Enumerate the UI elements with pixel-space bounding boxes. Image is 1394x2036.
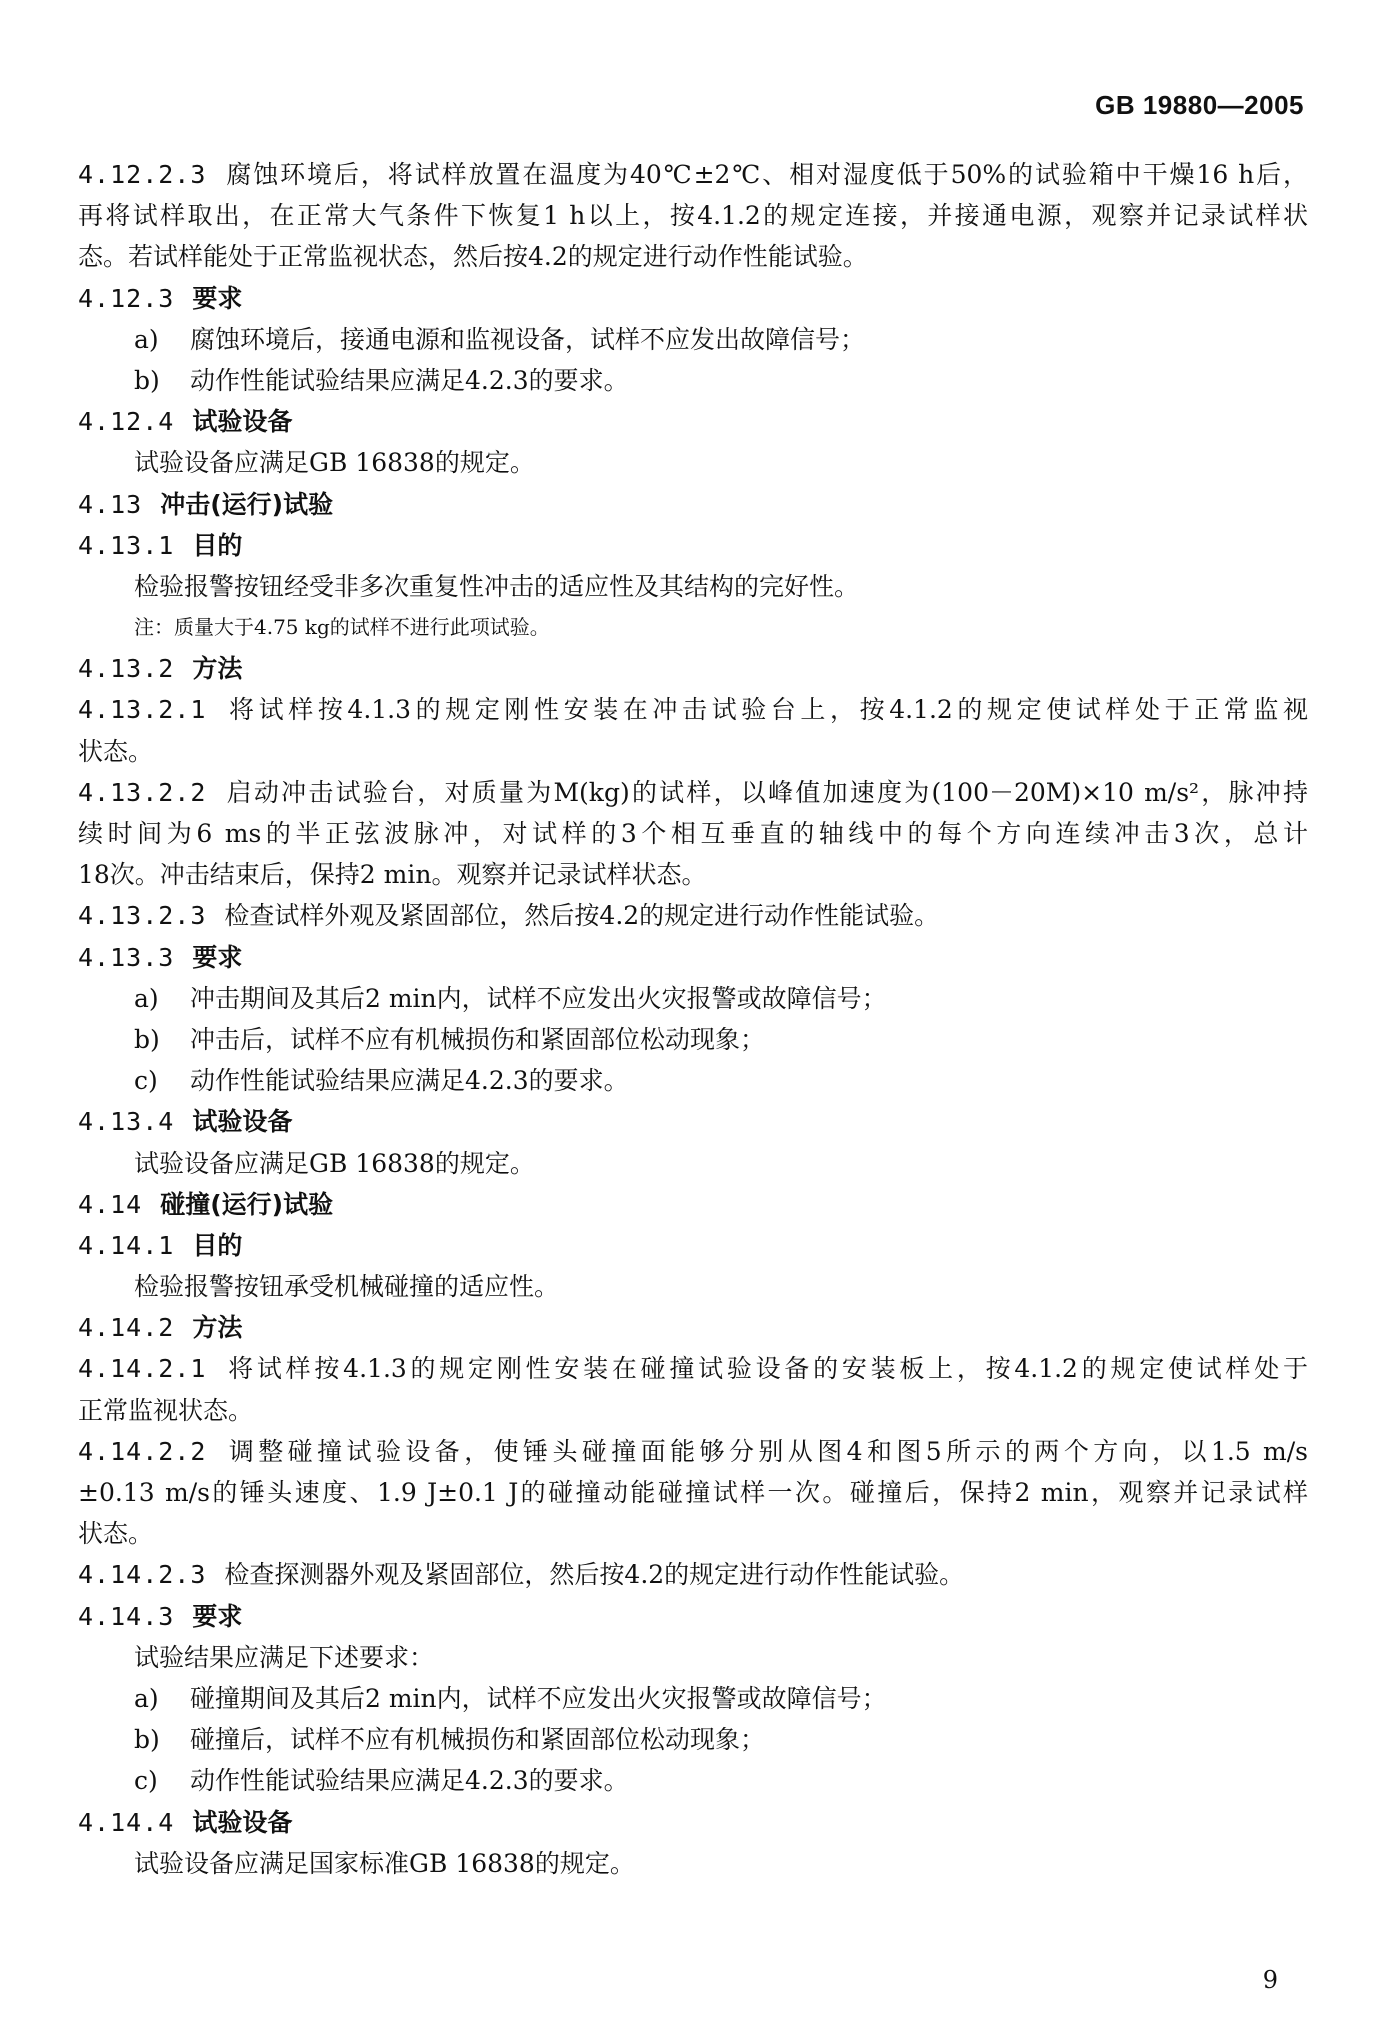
section-heading bbox=[78, 484, 1308, 525]
list-item bbox=[78, 360, 1308, 401]
line-text: 方法 bbox=[192, 1313, 243, 1343]
text-line bbox=[78, 772, 1308, 813]
clause-number: 4.14.4 bbox=[78, 1807, 175, 1837]
section-heading bbox=[78, 1225, 1308, 1266]
clause-number: 4.13.4 bbox=[78, 1107, 175, 1137]
list-item bbox=[78, 1060, 1308, 1101]
line-text: 方法 bbox=[192, 654, 243, 684]
clause-number: 4.12.2.3 bbox=[78, 160, 207, 189]
standard-code: GB 19880—2005 bbox=[1095, 90, 1304, 120]
list-item bbox=[78, 1719, 1308, 1760]
line-text: 再将试样取出，在正常大气条件下恢复1 h以上，按4.1.2的规定连接，并接通电源，观察并记录试样状 bbox=[78, 201, 1308, 231]
line-text: 目的 bbox=[192, 1230, 243, 1260]
list-item bbox=[78, 978, 1308, 1019]
line-text: 启动冲击试验台，对质量为M(kg)的试样，以峰值加速度为(100－20M)×10 m/s²，脉冲持 bbox=[224, 777, 1308, 807]
line-text: 正常监视状态。 bbox=[78, 1395, 254, 1425]
section-heading bbox=[78, 1307, 1308, 1348]
line-text: 碰撞期间及其后2 min内，试样不应发出火灾报警或故障信号； bbox=[190, 1683, 887, 1713]
clause-number: 4.13 bbox=[78, 489, 143, 519]
section-heading bbox=[78, 1184, 1308, 1225]
line-text: 试验设备 bbox=[192, 1107, 293, 1137]
text-line bbox=[78, 1266, 1308, 1307]
list-item bbox=[78, 1678, 1308, 1719]
line-text: 18次。冲击结束后，保持2 min。观察并记录试样状态。 bbox=[78, 860, 707, 890]
line-text: 续时间为6 ms的半正弦波脉冲，对试样的3个相互垂直的轴线中的每个方向连续冲击3次，总计 bbox=[78, 819, 1308, 848]
line-text: 冲击(运行)试验 bbox=[160, 489, 334, 519]
section-heading bbox=[78, 648, 1308, 689]
line-text: 检验报警按钮承受机械碰撞的适应性。 bbox=[134, 1272, 560, 1302]
section-heading bbox=[78, 401, 1308, 442]
clause-number: 4.14.1 bbox=[78, 1230, 175, 1260]
clause-number: 4.13.2.2 bbox=[78, 777, 207, 807]
line-text: 试验设备应满足GB 16838的规定。 bbox=[134, 1148, 535, 1178]
line-text: 动作性能试验结果应满足4.2.3的要求。 bbox=[190, 1066, 629, 1096]
clause-number: 4.13.3 bbox=[78, 942, 175, 972]
line-text: 试验设备 bbox=[192, 407, 293, 437]
text-line bbox=[78, 1390, 1308, 1431]
clause-number: 4.14.2.2 bbox=[78, 1436, 207, 1466]
clause-number: 4.14.2 bbox=[78, 1313, 175, 1343]
list-item-label: c) bbox=[134, 1766, 158, 1796]
text-line bbox=[78, 1472, 1308, 1513]
text-line bbox=[78, 813, 1308, 854]
line-text: 冲击后，试样不应有机械损伤和紧固部位松动现象； bbox=[190, 1024, 766, 1054]
line-text: 状态。 bbox=[78, 1519, 154, 1549]
clause-number: 4.13.2.3 bbox=[78, 901, 207, 931]
line-text: 目的 bbox=[192, 530, 243, 560]
text-line bbox=[78, 236, 1308, 277]
clause-number: 4.12.4 bbox=[78, 407, 175, 437]
clause-number: 4.14.2.3 bbox=[78, 1560, 207, 1590]
text-line bbox=[78, 895, 1308, 936]
clause-number: 4.14 bbox=[78, 1189, 143, 1219]
list-item-label: a) bbox=[134, 1683, 159, 1713]
line-text: 要求 bbox=[192, 1601, 243, 1631]
text-line bbox=[78, 442, 1308, 483]
section-heading bbox=[78, 1101, 1308, 1142]
section-heading bbox=[78, 278, 1308, 319]
text-line bbox=[78, 854, 1308, 895]
section-heading bbox=[78, 1802, 1308, 1843]
section-heading bbox=[78, 937, 1308, 978]
line-text: 动作性能试验结果应满足4.2.3的要求。 bbox=[190, 1766, 629, 1796]
list-item bbox=[78, 1760, 1308, 1801]
line-text: 将试样按4.1.3的规定刚性安装在碰撞试验设备的安装板上，按4.1.2的规定使试样处于 bbox=[224, 1354, 1308, 1384]
line-text: 腐蚀环境后，接通电源和监视设备，试样不应发出故障信号； bbox=[190, 324, 866, 354]
line-text: 碰撞后，试样不应有机械损伤和紧固部位松动现象； bbox=[190, 1725, 766, 1755]
text-line bbox=[78, 1513, 1308, 1554]
line-text: 动作性能试验结果应满足4.2.3的要求。 bbox=[190, 365, 629, 395]
line-text: 注：质量大于4.75 kg的试样不进行此项试验。 bbox=[134, 615, 550, 640]
line-text: 调整碰撞试验设备，使锤头碰撞面能够分别从图4和图5所示的两个方向，以1.5 m/s bbox=[224, 1436, 1308, 1466]
text-line bbox=[78, 689, 1308, 730]
text-line bbox=[78, 1143, 1308, 1184]
text-line bbox=[78, 1431, 1308, 1472]
line-text: 腐蚀环境后，将试样放置在温度为40℃±2℃、相对湿度低于50%的试验箱中干燥16 h后， bbox=[224, 160, 1308, 189]
text-line bbox=[78, 1348, 1308, 1389]
line-text: 冲击期间及其后2 min内，试样不应发出火灾报警或故障信号； bbox=[190, 983, 887, 1013]
line-text: 检查探测器外观及紧固部位，然后按4.2的规定进行动作性能试验。 bbox=[224, 1560, 965, 1590]
line-text: 碰撞(运行)试验 bbox=[160, 1189, 334, 1219]
text-line bbox=[78, 1554, 1308, 1595]
text-line bbox=[78, 731, 1308, 772]
line-text: 将试样按4.1.3的规定刚性安装在冲击试验台上，按4.1.2的规定使试样处于正常监视 bbox=[224, 695, 1308, 725]
list-item-label: c) bbox=[134, 1066, 158, 1096]
text-line bbox=[78, 195, 1308, 236]
section-heading bbox=[78, 525, 1308, 566]
line-text: 要求 bbox=[192, 942, 243, 972]
line-text: 试验设备应满足GB 16838的规定。 bbox=[134, 448, 535, 478]
list-item-label: b) bbox=[134, 1725, 160, 1755]
clause-number: 4.14.3 bbox=[78, 1601, 175, 1631]
line-text: 检查试样外观及紧固部位，然后按4.2的规定进行动作性能试验。 bbox=[224, 901, 940, 931]
line-text: 检验报警按钮经受非多次重复性冲击的适应性及其结构的完好性。 bbox=[134, 571, 860, 601]
clause-number: 4.14.2.1 bbox=[78, 1354, 207, 1384]
line-text: 要求 bbox=[192, 283, 243, 313]
line-text: 试验结果应满足下述要求： bbox=[134, 1642, 435, 1672]
list-item bbox=[78, 319, 1308, 360]
clause-number: 4.13.2 bbox=[78, 654, 175, 684]
line-text: ±0.13 m/s的锤头速度、1.9 J±0.1 J的碰撞动能碰撞试样一次。碰撞后，保持2 min，观察并记录试样 bbox=[78, 1478, 1308, 1507]
list-item bbox=[78, 1019, 1308, 1060]
text-line bbox=[78, 1843, 1308, 1884]
text-line bbox=[78, 154, 1308, 195]
list-item-label: a) bbox=[134, 983, 159, 1013]
list-item-label: a) bbox=[134, 324, 159, 354]
list-item-label: b) bbox=[134, 1024, 160, 1054]
page-number: 9 bbox=[1262, 1966, 1278, 1994]
clause-number: 4.13.1 bbox=[78, 530, 175, 560]
line-text: 试验设备 bbox=[192, 1807, 293, 1837]
text-line bbox=[78, 566, 1308, 607]
line-text: 状态。 bbox=[78, 736, 154, 766]
note-line bbox=[78, 607, 1308, 648]
clause-number: 4.13.2.1 bbox=[78, 695, 207, 725]
text-line bbox=[78, 1637, 1308, 1678]
line-text: 试验设备应满足国家标准GB 16838的规定。 bbox=[134, 1848, 635, 1878]
document-body bbox=[78, 154, 1308, 1884]
section-heading bbox=[78, 1596, 1308, 1637]
list-item-label: b) bbox=[134, 365, 160, 395]
line-text: 态。若试样能处于正常监视状态，然后按4.2的规定进行动作性能试验。 bbox=[78, 242, 868, 272]
clause-number: 4.12.3 bbox=[78, 283, 175, 313]
